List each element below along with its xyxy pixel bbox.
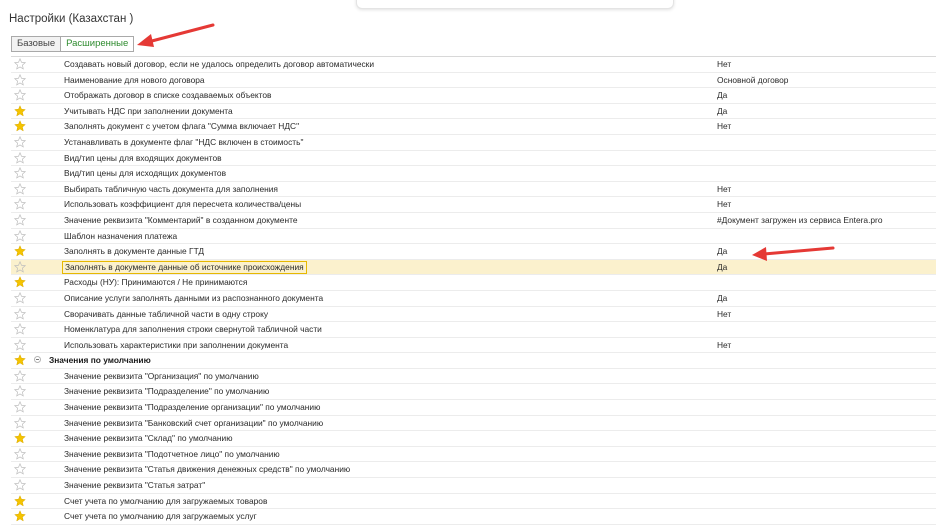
- star-filled-icon[interactable]: [14, 354, 26, 366]
- setting-name: Заполнять в документе данные об источнике происхождения: [62, 261, 307, 274]
- star-empty-icon[interactable]: [14, 308, 26, 320]
- table-row[interactable]: [11, 494, 936, 510]
- star-empty-icon[interactable]: [14, 152, 26, 164]
- annotation-arrow-tabs: [134, 22, 216, 50]
- setting-value[interactable]: Нет: [717, 339, 732, 350]
- table-row[interactable]: [11, 400, 936, 416]
- table-row[interactable]: [11, 197, 936, 213]
- setting-name: Расходы (НУ): Принимаются / Не принимаются: [64, 277, 248, 288]
- star-empty-icon[interactable]: [14, 58, 26, 70]
- table-row[interactable]: [11, 88, 936, 104]
- setting-value[interactable]: Нет: [717, 308, 732, 319]
- setting-name: Сворачивать данные табличной части в одну строку: [64, 308, 269, 319]
- table-row[interactable]: [11, 307, 936, 323]
- table-row[interactable]: [11, 244, 936, 260]
- table-row[interactable]: [11, 73, 936, 89]
- star-filled-icon[interactable]: [14, 120, 26, 132]
- star-empty-icon[interactable]: [14, 323, 26, 335]
- setting-value[interactable]: Да: [717, 90, 728, 101]
- table-row[interactable]: [11, 213, 936, 229]
- table-row[interactable]: [11, 229, 936, 245]
- star-filled-icon[interactable]: [14, 245, 26, 257]
- table-row[interactable]: [11, 369, 936, 385]
- setting-value[interactable]: Нет: [717, 183, 732, 194]
- star-empty-icon[interactable]: [14, 417, 26, 429]
- setting-name: Вид/тип цены для входящих документов: [64, 152, 222, 163]
- setting-value[interactable]: Да: [717, 105, 728, 116]
- top-popup-edge: [356, 0, 674, 9]
- table-row[interactable]: [11, 462, 936, 478]
- setting-name: Шаблон назначения платежа: [64, 230, 178, 241]
- table-row[interactable]: [11, 447, 936, 463]
- star-empty-icon[interactable]: [14, 198, 26, 210]
- star-empty-icon[interactable]: [14, 167, 26, 179]
- setting-name: Вид/тип цены для исходящих документов: [64, 168, 227, 179]
- table-row[interactable]: [11, 182, 936, 198]
- setting-name: Использовать коэффициент для пересчета количества/цены: [64, 199, 302, 210]
- setting-value[interactable]: Нет: [717, 59, 732, 69]
- setting-name: Наименование для нового договора: [64, 74, 205, 85]
- table-row[interactable]: [11, 478, 936, 494]
- star-filled-icon[interactable]: [14, 105, 26, 117]
- setting-value[interactable]: Да: [717, 292, 728, 303]
- tab-basic[interactable]: Базовые: [11, 36, 61, 52]
- setting-name: Выбирать табличную часть документа для заполнения: [64, 183, 278, 194]
- setting-value[interactable]: Да: [717, 246, 728, 257]
- collapse-toggle-icon[interactable]: [34, 356, 41, 363]
- star-empty-icon[interactable]: [14, 463, 26, 475]
- table-row[interactable]: [11, 291, 936, 307]
- table-row[interactable]: [11, 135, 936, 151]
- star-empty-icon[interactable]: [14, 89, 26, 101]
- star-empty-icon[interactable]: [14, 230, 26, 242]
- table-row[interactable]: [11, 322, 936, 338]
- setting-name: Счет учета по умолчанию для загружаемых товаров: [64, 495, 268, 506]
- setting-name: Значение реквизита "Подразделение организации" по умолчанию: [64, 402, 321, 413]
- table-row[interactable]: [11, 260, 936, 276]
- page-title: Настройки (Казахстан ): [9, 13, 134, 25]
- star-filled-icon[interactable]: [14, 276, 26, 288]
- star-filled-icon[interactable]: [14, 495, 26, 507]
- tab-extended[interactable]: Расширенные: [61, 36, 134, 52]
- table-row[interactable]: [11, 57, 936, 73]
- star-filled-icon[interactable]: [14, 432, 26, 444]
- star-empty-icon[interactable]: [14, 339, 26, 351]
- group-row[interactable]: [11, 353, 936, 369]
- star-empty-icon[interactable]: [14, 214, 26, 226]
- setting-name: Значение реквизита "Подотчетное лицо" по умолчанию: [64, 448, 280, 459]
- star-empty-icon[interactable]: [14, 448, 26, 460]
- setting-value[interactable]: Да: [717, 261, 728, 272]
- star-empty-icon[interactable]: [14, 292, 26, 304]
- table-row[interactable]: [11, 151, 936, 167]
- star-empty-icon[interactable]: [14, 370, 26, 382]
- table-row[interactable]: [11, 119, 936, 135]
- setting-name: Устанавливать в документе флаг "НДС включен в стоимость": [64, 136, 304, 147]
- settings-table: [11, 56, 936, 522]
- star-empty-icon[interactable]: [14, 401, 26, 413]
- star-filled-icon[interactable]: [14, 510, 26, 522]
- setting-name: Создавать новый договор, если не удалось определить договор автоматически: [64, 59, 375, 69]
- table-row[interactable]: [11, 416, 936, 432]
- setting-value[interactable]: Нет: [717, 121, 732, 132]
- tab-bar: [11, 36, 134, 52]
- star-empty-icon[interactable]: [14, 385, 26, 397]
- setting-name: Заполнять документ с учетом флага "Сумма включает НДС": [64, 121, 300, 132]
- setting-name: Значение реквизита "Подразделение" по умолчанию: [64, 386, 270, 397]
- setting-name: Значение реквизита "Склад" по умолчанию: [64, 433, 233, 444]
- star-empty-icon[interactable]: [14, 479, 26, 491]
- setting-name: Значения по умолчанию: [49, 355, 151, 366]
- table-row[interactable]: [11, 104, 936, 120]
- setting-name: Значение реквизита "Статья затрат": [64, 480, 206, 491]
- table-row[interactable]: [11, 509, 936, 525]
- setting-name: Заполнять в документе данные ГТД: [64, 246, 205, 257]
- star-empty-icon[interactable]: [14, 183, 26, 195]
- setting-name: Учитывать НДС при заполнении документа: [64, 105, 233, 116]
- star-empty-icon[interactable]: [14, 74, 26, 86]
- setting-value[interactable]: #Документ загружен из сервиса Entera.pro: [717, 214, 883, 225]
- table-row[interactable]: [11, 275, 936, 291]
- setting-value[interactable]: Основной договор: [717, 74, 789, 85]
- table-row[interactable]: [11, 431, 936, 447]
- setting-value[interactable]: Нет: [717, 199, 732, 210]
- setting-name: Значение реквизита "Статья движения денежных средств" по умолчанию: [64, 464, 351, 475]
- star-empty-icon[interactable]: [14, 136, 26, 148]
- star-empty-icon[interactable]: [14, 261, 26, 273]
- setting-name: Счет учета по умолчанию для загружаемых услуг: [64, 511, 257, 522]
- table-row[interactable]: [11, 384, 936, 400]
- table-row[interactable]: [11, 166, 936, 182]
- setting-name: Отображать договор в списке создаваемых объектов: [64, 90, 272, 101]
- setting-name: Описание услуги заполнять данными из распознанного документа: [64, 292, 324, 303]
- setting-name: Значение реквизита "Комментарий" в созданном документе: [64, 214, 298, 225]
- setting-name: Значение реквизита "Банковский счет организации" по умолчанию: [64, 417, 324, 428]
- setting-name: Значение реквизита "Организация" по умолчанию: [64, 370, 259, 381]
- table-row[interactable]: [11, 338, 936, 354]
- setting-name: Номенклатура для заполнения строки свернутой табличной части: [64, 324, 322, 335]
- setting-name: Использовать характеристики при заполнении документа: [64, 339, 289, 350]
